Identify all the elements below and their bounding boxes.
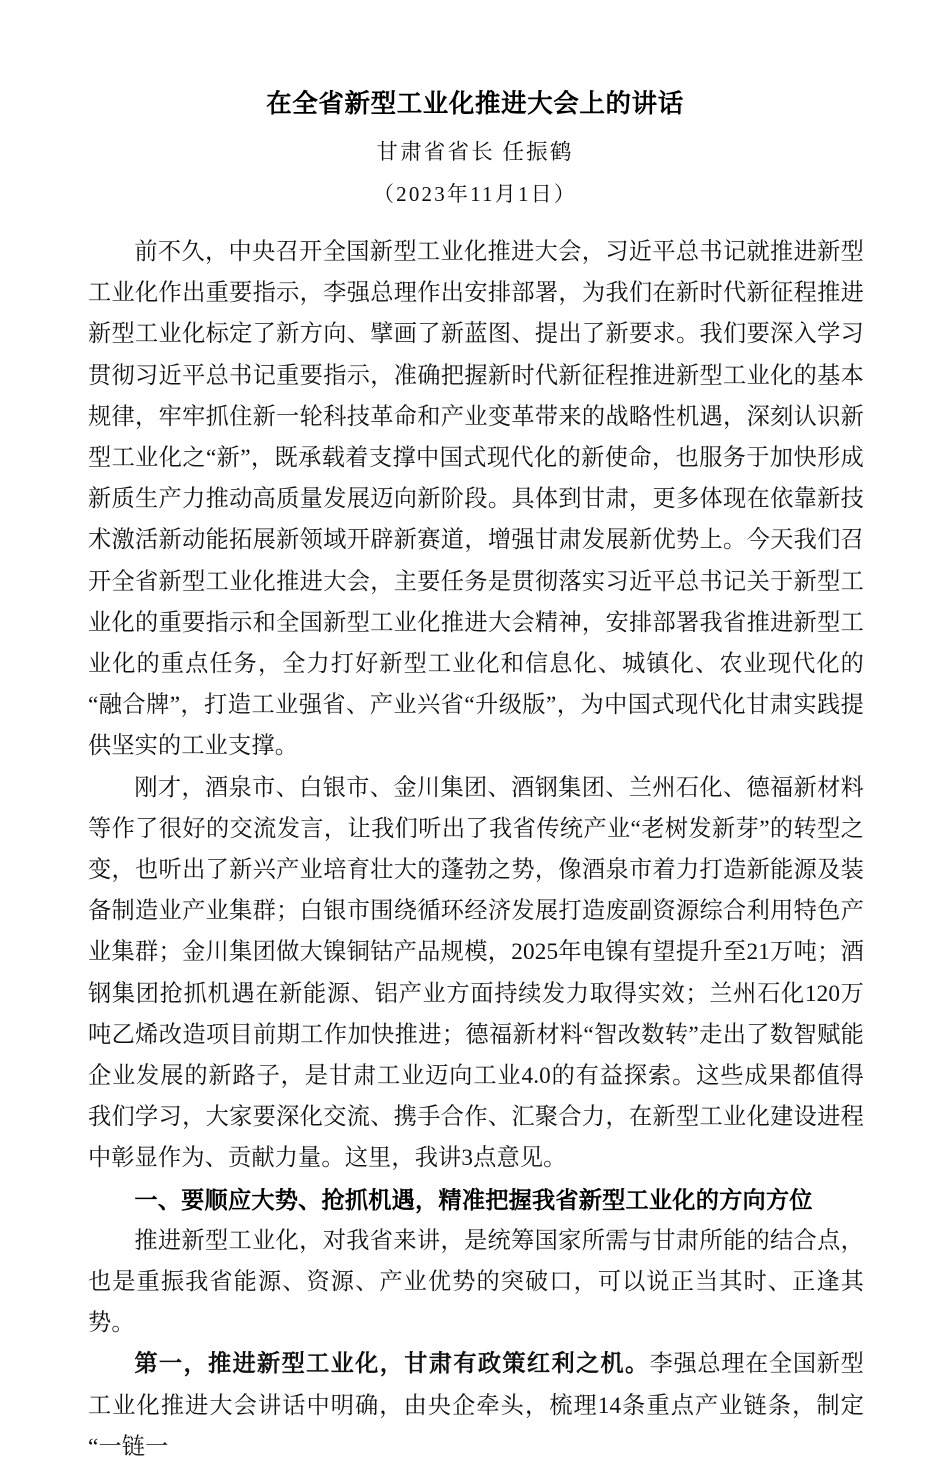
section-heading-1: 一、要顺应大势、抢抓机遇，精准把握我省新型工业化的方向方位 bbox=[134, 1186, 813, 1213]
page-title: 在全省新型工业化推进大会上的讲话 bbox=[266, 90, 684, 118]
body-paragraph-2: 刚才，酒泉市、白银市、金川集团、酒钢集团、兰州石化、德福新材料等作了很好的交流发言，让我们听出了我省传统产业“老树发新芽”的转型之变，也听出了新兴产业培育壮大的蓬勃之势，像酒泉市着力打造新能源及装备制造业产业集群；白银市围绕循环经济发展打造废副资源综合利用特色产业集群；金川集团做大镍铜钴产品规模，2025年电镍有望提升至21万吨；酒钢集团抢抓机遇在新能源、铝产业方面持续发力取得实效；兰州石化120万吨乙烯改造项目前期工作加快推进；德福新材料“智改数转”走出了数智赋能企业发展的新路子，是甘肃工业迈向工业4.0的有益探索。这些成果都值得我们学习，大家要深化交流、携手合作、汇聚合力，在新型工业化建设进程中彰显作为、贡献力量。这里，我讲3点意见。 bbox=[88, 774, 864, 1172]
document-byline: 甘肃省省长 任振鹤 bbox=[376, 140, 574, 164]
body-paragraph-4 bbox=[88, 1344, 864, 1468]
document-date: （2023年11月1日） bbox=[372, 182, 578, 206]
paragraph-4-bold-lead: 第一，推进新型工业化，甘肃有政策红利之机。 bbox=[134, 1351, 650, 1378]
paragraph-4-body: 李强总理在全国新型工业化推进大会讲话中明确，由央企牵头，梳理14条重点产业链条，制定“一链一 bbox=[88, 1351, 864, 1460]
document-header bbox=[88, 84, 862, 214]
body-paragraph-3: 推进新型工业化，对我省来讲，是统筹国家所需与甘肃所能的结合点，也是重振我省能源、资源、产业优势的突破口，可以说正当其时、正逢其势。 bbox=[88, 1227, 864, 1337]
document-body bbox=[88, 232, 864, 1468]
body-paragraph-1: 前不久，中央召开全国新型工业化推进大会，习近平总书记就推进新型工业化作出重要指示，李强总理作出安排部署，为我们在新时代新征程推进新型工业化标定了新方向、擘画了新蓝图、提出了新要求。我们要深入学习贯彻习近平总书记重要指示，准确把握新时代新征程推进新型工业化的基本规律，牢牢抓住新一轮科技革命和产业变革带来的战略性机遇，深刻认识新型工业化之“新”，既承载着支撑中国式现代化的新使命，也服务于加快形成新质生产力推动高质量发展迈向新阶段。具体到甘肃，更多体现在依靠新技术激活新动能拓展新领域开辟新赛道，增强甘肃发展新优势上。今天我们召开全省新型工业化推进大会，主要任务是贯彻落实习近平总书记关于新型工业化的重要指示和全国新型工业化推进大会精神，安排部署我省推进新型工业化的重点任务，全力打好新型工业化和信息化、城镇化、农业现代化的“融合牌”，打造工业强省、产业兴省“升级版”，为中国式现代化甘肃实践提供坚实的工业支撑。 bbox=[88, 239, 864, 760]
